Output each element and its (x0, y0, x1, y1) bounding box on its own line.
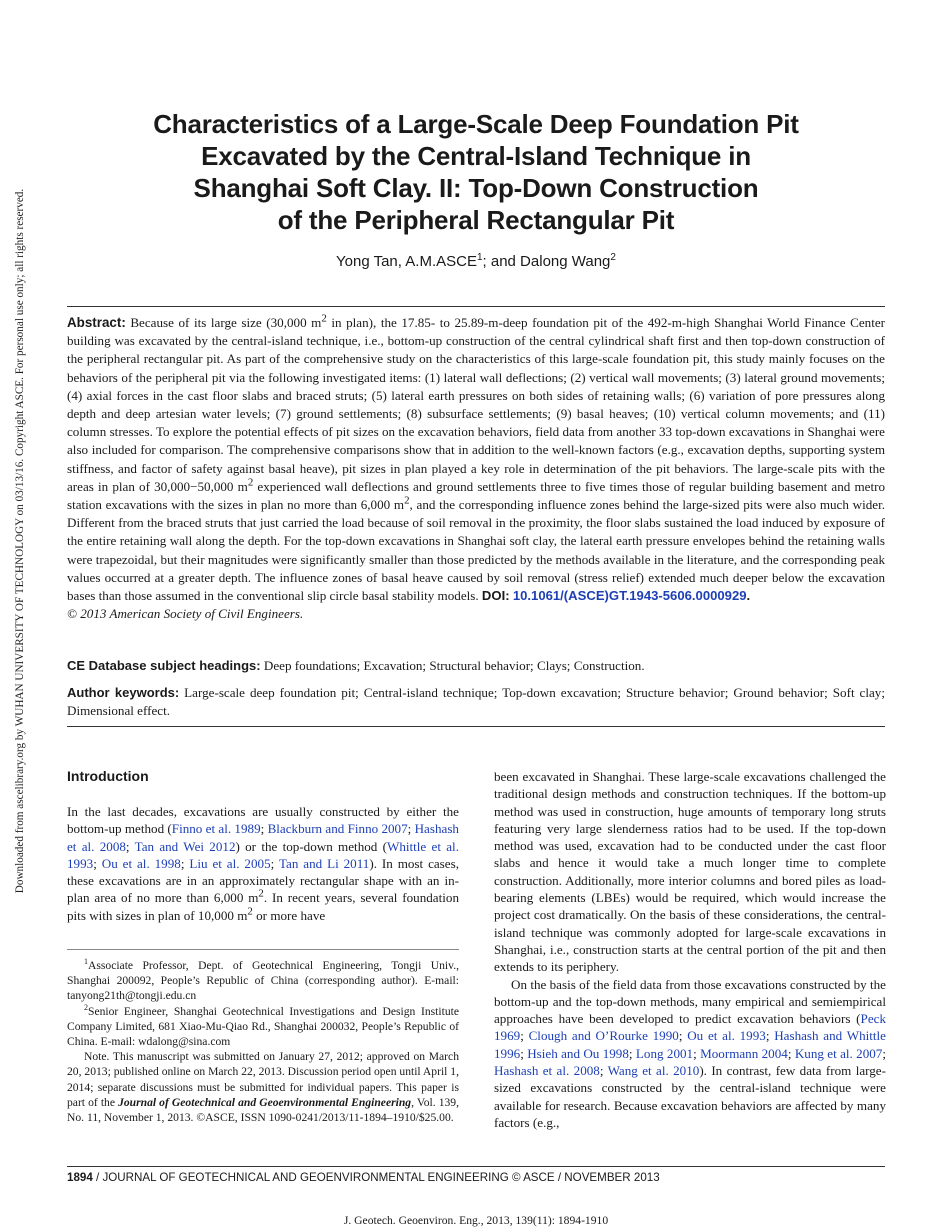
body-text: . In recent years, several foundation pits with sizes in plan of 10,000 m (67, 890, 459, 923)
author-1: Yong Tan, A.M.ASCE (336, 253, 477, 270)
author-keywords-label: Author keywords: (67, 685, 180, 700)
superscript: 2 (247, 905, 253, 918)
separator: ; (678, 1028, 688, 1044)
author-2: ; and Dalong Wang (482, 253, 611, 270)
abstract-text: Because of its large size (30,000 m (125, 315, 322, 330)
body-text: or more have (252, 907, 326, 923)
keywords-bottom-rule (67, 726, 885, 727)
page-footer (67, 1171, 660, 1184)
separator: ; (520, 1028, 529, 1044)
footnote-rule (67, 949, 459, 950)
intro-left-column (67, 803, 459, 924)
subject-headings-text: Deep foundations; Excavation; Structural behavior; Clays; Construction. (260, 658, 645, 673)
copyright: © 2013 American Society of Civil Engineers. (67, 606, 304, 622)
journal-footer-text: / JOURNAL OF GEOTECHNICAL AND GEOENVIRONMENTAL ENGINEERING © ASCE / NOVEMBER 2013 (92, 1171, 660, 1184)
separator: ; (882, 1045, 886, 1061)
footnote-text: Senior Engineer, Shanghai Geotechnical Investigations and Design Institute Company Limited, 681 Xiao-Mu-Qiao Rd., Shanghai 200032, People’s Republic of China. E-mail: wdalong@sina.com (67, 1004, 459, 1049)
doi-link[interactable]: 10.1061/(ASCE)GT.1943-5606.0000929 (512, 588, 747, 604)
journal-name: Journal of Geotechnical and Geoenvironmental Engineering (118, 1095, 412, 1109)
title-line: Characteristics of a Large-Scale Deep Foundation Pit (153, 109, 799, 139)
author-list (100, 253, 852, 270)
footnote-2 (67, 1004, 459, 1050)
separator: ; (180, 855, 190, 871)
citation-link[interactable]: Hashash et al. 2008 (67, 821, 459, 854)
separator: ; (407, 821, 415, 837)
footnote-text: Associate Professor, Dept. of Geotechnical Engineering, Tongji Univ., Shanghai 200092, People’s Republic of China (corresponding author). E-mail: tanyong21th@tongji.edu.cn (67, 959, 459, 1003)
citation-link[interactable]: Peck 1969 (494, 1011, 886, 1044)
abstract-text: experienced wall deflections and ground settlements three to five times those of regular building basement and metro station excavations with the sizes in plan no more than 6,000 m (67, 478, 886, 513)
abstract (67, 314, 885, 623)
paragraph: been excavated in Shanghai. These large-scale excavations challenged the traditional design methods and construction techniques. If the bottom-up method was used in construction, huge amounts of temporary long struts featuring very large slenderness ratios had to be used. If the top-down method was used, excavation had to be conducted under the cast floor slabs and hence it would take a much longer time to complete construction. Additionally, more interior columns and bored piles as load-bearing elements (LBEs) would be required, which would increase the project cost dramatically. On the basis of these considerations, the central-island technique was commonly adopted for large-scale excavations in Shanghai, i.e., construction starts at the central portion of the pit and then extends to its periphery. (494, 769, 886, 975)
title-line: Excavated by the Central-Island Technique in (201, 141, 751, 171)
citation-link[interactable]: Blackburn and Finno 2007 (267, 821, 408, 837)
citation-link[interactable]: Ou et al. 1993 (687, 1028, 766, 1044)
citation-link[interactable]: Whittle et al. 1993 (67, 838, 459, 871)
separator: ; (765, 1028, 775, 1044)
note-text: Note. This manuscript was submitted on January 27, 2012; approved on March 20, 2013; published online on March 22, 2013. Discussion period open until April 1, 2014; separate discussions must be submitted for individual papers. This paper is part of the (67, 1050, 459, 1109)
body-text: ). In most cases, these excavations are in an approximately rectangular shape with an in-plan area of no more than 6,000 m (67, 855, 459, 906)
subject-headings (67, 657, 885, 675)
footnote-mark: 2 (84, 1002, 88, 1012)
section-heading-introduction: Introduction (67, 768, 149, 784)
body-text: ). In contrast, few data from large-sized excavations constructed by the central-island technique were available for research. Because excavation behaviors are affected by many factors (e.g., (494, 1063, 886, 1130)
affiliation-mark: 1 (476, 252, 483, 263)
doi-end: . (746, 588, 751, 604)
citation-link[interactable]: Clough and O’Rourke 1990 (528, 1028, 679, 1044)
body-text: On the basis of the field data from those excavations constructed by the bottom-up and the top-down methods, many empirical and semiempirical approaches have been developed to predict excavation behaviors ( (494, 976, 886, 1027)
superscript: 2 (258, 888, 264, 901)
footnotes (67, 958, 459, 1125)
separator: ; (260, 821, 268, 837)
separator: ; (628, 1045, 636, 1061)
subject-headings-label: CE Database subject headings: (67, 658, 261, 673)
footnote-mark: 1 (84, 957, 88, 967)
manuscript-note (67, 1049, 459, 1125)
note-text: , Vol. 139, No. 11, November 1, 2013. ©ASCE, ISSN 1090-0241/2013/11-1894–1910/$25.00. (67, 1095, 459, 1125)
footnote-1 (67, 958, 459, 1004)
citation-line: J. Geotech. Geoenviron. Eng., 2013, 139(11): 1894-1910 (343, 1214, 609, 1227)
title-line: of the Peripheral Rectangular Pit (277, 205, 675, 235)
abstract-text: in plan), the 17.85- to 25.89-m-deep foundation pit of the 492-m-high Shanghai World Finance Center building was excavated by the central-island technique, i.e., bottom-up construction of the central cylindrical shaft first and then top-down construction of the peripheral rectangular pit. As part of the comprehensive study on the characteristics of this large-scale foundation pit, this study mainly focuses on the behaviors of the peripheral pit via the following investigated items: (1) lateral wall deflections; (2) vertical wall movements; (3) lateral ground movements; (4) axial forces in the cast floor slabs and braced struts; (5) lateral earth pressures on both sides of retaining walls; (6) variation of pore pressures along depth and deep artesian water levels; (7) ground settlements; (8) subsurface settlements; (9) basal heaves; (10) vertical column movements; and (11) column stresses. To explore the potential effects of pit sizes on the excavation behaviors, field data from another 33 top-down excavations in Shanghai were also included for comparison. The comprehensive comparisons show that in addition to the well-known factors (e.g., excavation depths, supporting system stiffness, and factor of safety against basal heave), pit sizes in plan played a key role in determination of the pit behaviors. The large-scale pits with the areas in plan of 30,000−50,000 m (67, 315, 885, 494)
citation-link[interactable]: Hashash et al. 2008 (494, 1063, 600, 1079)
citation-link[interactable]: Ou et al. 1998 (101, 855, 181, 871)
abstract-top-rule (67, 306, 885, 307)
footer-rule (67, 1166, 885, 1167)
separator: ; (520, 1045, 528, 1061)
separator: ; (787, 1045, 795, 1061)
separator: ; (93, 855, 102, 871)
page-number: 1894 (67, 1171, 93, 1184)
author-keywords (67, 684, 885, 721)
superscript: 2 (404, 494, 410, 507)
doi-label: DOI: (481, 588, 510, 604)
citation-link[interactable]: Long 2001 (635, 1045, 694, 1061)
paragraph (494, 976, 886, 1132)
citation-link[interactable]: Finno et al. 1989 (171, 821, 261, 837)
abstract-label: Abstract: (67, 315, 126, 330)
superscript: 2 (247, 476, 254, 489)
affiliation-mark: 2 (610, 252, 616, 263)
title-line: Shanghai Soft Clay. II: Top-Down Construction (193, 173, 759, 203)
citation-link[interactable]: Liu et al. 2005 (189, 855, 271, 871)
author-keywords-text: Large-scale deep foundation pit; Central-island technique; Top-down excavation; Structure behavior; Ground behavior; Soft clay; Dimensional effect. (67, 685, 885, 719)
citation-link[interactable]: Kung et al. 2007 (794, 1045, 883, 1061)
body-text: In the last decades, excavations are usually constructed by either the bottom-up method ( (67, 804, 459, 837)
superscript: 2 (321, 312, 327, 325)
abstract-text: , and the corresponding influence zones behind the large-sized pits were also much wider. Different from the braced struts that just carried the load because of soil removal in the proximity, the floor slabs sustained the load induced by exposure of the entire retaining wall along the depth. For the top-down excavations in Shanghai soft clay, the lateral earth pressure envelopes behind the retaining walls were trapezoidal, but their magnitudes were significantly smaller than those predicted by the methods available in the literature, and the corresponding peak values occurred at a greater depth. The influence zones of basal heave caused by soil removal (stress relief) extended much deeper below the excavation bases than those assumed in the conventional slip circle basal stability models. (67, 497, 885, 604)
citation-link[interactable]: Tan and Wei 2012 (134, 838, 236, 854)
intro-right-column (494, 768, 886, 1131)
separator: ; (693, 1045, 701, 1061)
citation-link[interactable]: Hsieh and Ou 1998 (527, 1045, 629, 1061)
citation-link[interactable]: Moormann 2004 (700, 1045, 788, 1061)
separator: ; (125, 838, 135, 854)
separator: ; (599, 1063, 608, 1079)
citation-link[interactable]: Hashash and Whittle 1996 (494, 1028, 886, 1061)
body-text: ) or the top-down method ( (235, 838, 387, 854)
separator: ; (270, 855, 279, 871)
citation-link[interactable]: Wang et al. 2010 (607, 1063, 700, 1079)
citation-link[interactable]: Tan and Li 2011 (278, 855, 370, 871)
paper-title (100, 108, 852, 236)
download-notice: Downloaded from ascelibrary.org by WUHAN UNIVERSITY OF TECHNOLOGY on 03/13/16. Copyright ASCE. For personal use only; all rights reserved. (14, 188, 26, 894)
